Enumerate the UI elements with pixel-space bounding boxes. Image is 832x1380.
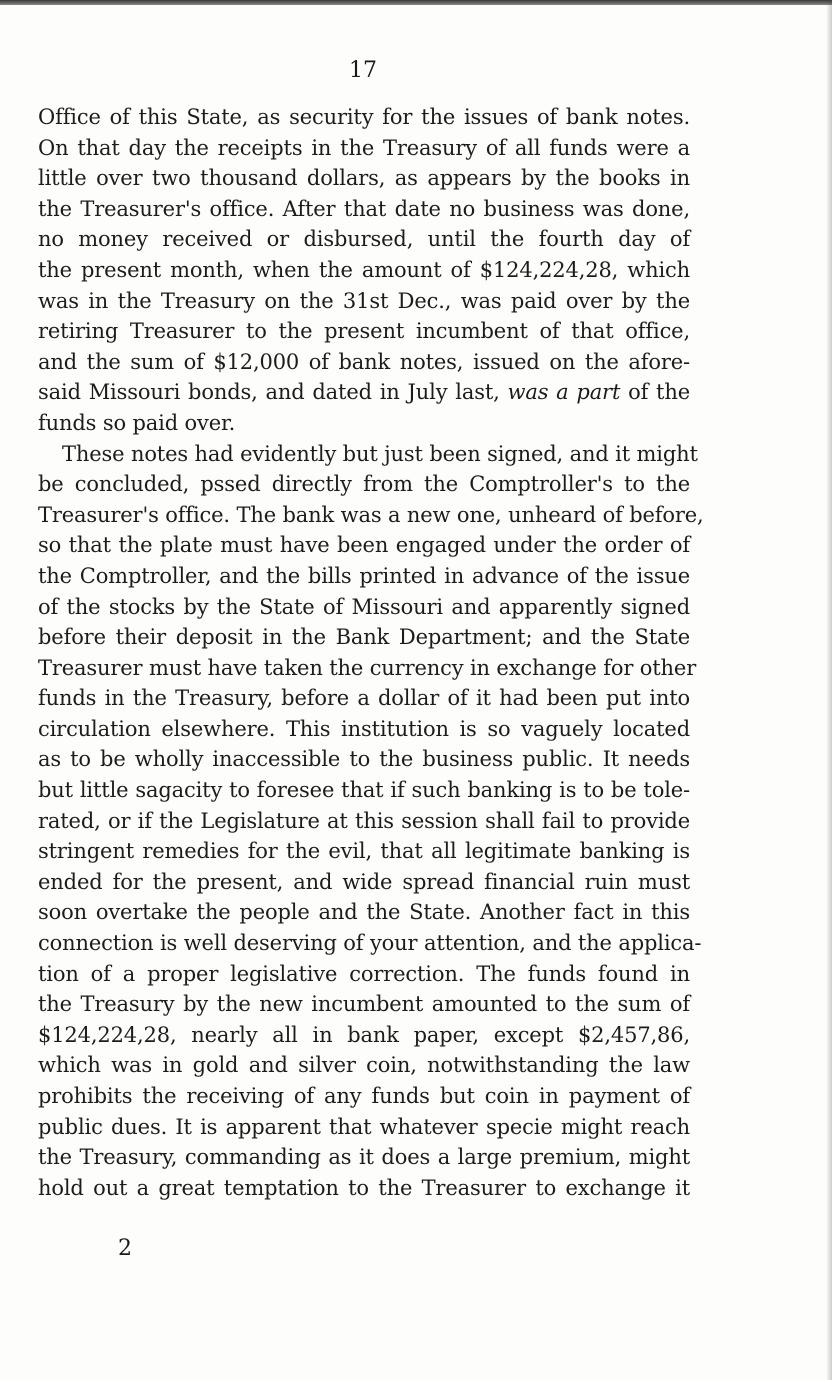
text-line: was in the Treasury on the 31st Dec., was paid over by the — [38, 288, 690, 313]
text-line: On that day the receipts in the Treasury of all funds were a — [38, 135, 690, 160]
text-line: connection is well deserving of your attention, and the applica- — [38, 931, 702, 956]
text-line: retiring Treasurer to the present incumbent of that office, — [38, 319, 690, 344]
text-line: Treasurer must have taken the currency in exchange for other — [38, 655, 697, 680]
text-line: and the sum of $12,000 of bank notes, issued on the afore- — [38, 349, 690, 374]
text-line: little over two thousand dollars, as appears by the books in — [38, 166, 690, 191]
text-line: before their deposit in the Bank Department; and the State — [38, 625, 690, 650]
text-line: the Comptroller, and the bills printed in advance of the issue — [38, 563, 690, 588]
text-line: Treasurer's office. The bank was a new one, unheard of before, — [38, 502, 704, 527]
top-edge-rule — [0, 0, 832, 5]
text-line: be concluded, pssed directly from the Comptroller's to the — [38, 472, 690, 497]
text-line: public dues. It is apparent that whatever specie might reach — [38, 1114, 690, 1139]
text-line: stringent remedies for the evil, that all legitimate banking is — [38, 839, 690, 864]
text-line: $124,224,28, nearly all in bank paper, except $2,457,86, — [38, 1022, 690, 1047]
text-line: no money received or disbursed, until the fourth day of — [38, 227, 690, 252]
body-text — [38, 102, 704, 1203]
text-line: hold out a great temptation to the Treasurer to exchange it — [38, 1175, 690, 1200]
text-line: the Treasury, commanding as it does a large premium, might — [38, 1145, 690, 1170]
text-line: the Treasurer's office. After that date no business was done, — [38, 196, 690, 221]
page-edge-shadow — [826, 0, 832, 1380]
text-line: prohibits the receiving of any funds but coin in payment of — [38, 1084, 690, 1108]
text-line: the Treasury by the new incumbent amounted to the sum of — [38, 992, 690, 1017]
signature-mark: 2 — [118, 1236, 132, 1261]
text-line: of the stocks by the State of Missouri and apparently signed — [38, 594, 690, 619]
page-number: 17 — [349, 58, 377, 83]
text-line: which was in gold and silver coin, notwithstanding the law — [38, 1053, 690, 1078]
text-line: rated, or if the Legislature at this session shall fail to provide — [38, 808, 690, 833]
text-line: funds in the Treasury, before a dollar of it had been put into — [38, 686, 690, 711]
text-line: ended for the present, and wide spread financial ruin must — [38, 869, 690, 894]
text-line: soon overtake the people and the State. Another fact in this — [38, 900, 690, 925]
text-line: tion of a proper legislative correction. The funds found in — [38, 961, 690, 986]
text-line: Office of this State, as security for the issues of bank notes. — [38, 105, 690, 129]
text-line: circulation elsewhere. This institution is so vaguely located — [38, 716, 690, 741]
text-line: but little sagacity to foresee that if such banking is to be tole- — [38, 778, 690, 803]
text-line: the present month, when the amount of $124,224,28, which — [38, 257, 690, 282]
text-line: so that the plate must have been engaged under the order of — [38, 533, 690, 558]
text-line: as to be wholly inaccessible to the business public. It needs — [38, 747, 690, 772]
text-line: funds so paid over. — [38, 410, 236, 435]
text-line: These notes had evidently but just been signed, and it might — [62, 441, 698, 466]
text-line: said Missouri bonds, and dated in July last, was a part of the — [38, 380, 690, 405]
